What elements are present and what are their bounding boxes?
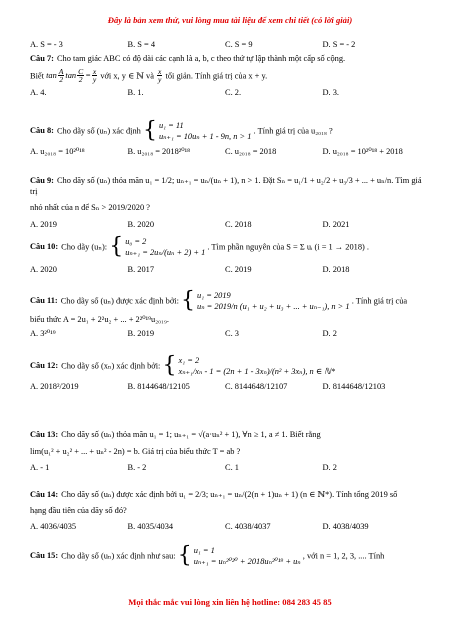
question-text: với x, y ∈ ℕ và <box>100 70 154 80</box>
answer-a: A. 4. <box>30 88 47 98</box>
answer-b: B. 2020 <box>127 219 155 229</box>
question-label: Câu 14: <box>30 490 59 499</box>
recurrence-system: { x₁ = 2 xₙ₊₁/xₙ - 1 = (2n + 1 - 3xₙ)/(n² + 3xₙ), n ∈ ℕ* <box>162 353 336 379</box>
document-page <box>30 0 430 637</box>
question-label: Câu 9: <box>30 176 54 185</box>
system-line: u₁ = 1 <box>193 546 215 555</box>
question-text: . Tính giá trị của u₂₀₁₈ ? <box>253 126 333 136</box>
answer-d: D. 2021 <box>322 219 350 229</box>
answer-b: B. 4035/4034 <box>127 522 174 531</box>
answer-b: B. 2019 <box>127 329 155 339</box>
question-text: tối giản. Tính giá trị của x + y. <box>165 70 268 80</box>
answer-c: C. 4038/4037 <box>225 522 271 531</box>
question-text: lim(u₁² + u₂² + ... + uₙ² - 2n) = b. Giá trị của biểu thức T = ab ? <box>30 446 241 456</box>
recurrence-system: { u₁ = 11 uₙ₊₁ = 10uₙ + 1 - 9n, n > 1 <box>142 118 252 144</box>
question-12 <box>30 355 430 392</box>
answer-b: B. - 2 <box>127 463 147 472</box>
answer-a: A. S = - 3 <box>30 40 63 49</box>
answer-c: C. S = 9 <box>225 40 253 49</box>
system-line: u₁ = 11 <box>158 121 184 130</box>
answer-b: B. u₂₀₁₈ = 2018²⁰¹⁸ <box>127 146 191 156</box>
answer-c: C. 3 <box>225 329 239 339</box>
system-line: u₀ = 2 <box>125 237 147 246</box>
answer-b: B. S = 4 <box>127 40 156 49</box>
question-14 <box>30 490 430 533</box>
question-text: Cho dãy số (uₙ) xác định <box>56 126 141 136</box>
question-text: Cho tam giác ABC có độ dài các cạnh là a, b, c theo thứ tự lập thành một cấp số cộng. <box>56 54 346 63</box>
answer-c: C. 2. <box>225 88 242 98</box>
question-15 <box>30 545 430 568</box>
question-text: Cho dãy số (uₙ) được xác định bởi: <box>60 296 179 306</box>
question-8 <box>30 120 430 157</box>
answer-a: A. 2018²/2019 <box>30 381 79 391</box>
question-11 <box>30 290 430 340</box>
question-text: Cho dãy số (uₙ) thỏa mãn u₁ = 1; uₙ₊₁ = √(a·uₙ² + 1), ∀n ≥ 1, a ≠ 1. Biết rằng <box>61 430 321 439</box>
question-text: . Tính giá trị của <box>351 296 408 306</box>
fraction: $\frac{x}{y}$ <box>158 66 162 85</box>
q6-answers <box>30 40 430 51</box>
question-text: Cho dãy số (uₙ) xác định như sau: <box>61 551 176 561</box>
answer-d: D. 4038/4039 <box>322 522 369 531</box>
answer-d: D. S = - 2 <box>322 40 356 49</box>
question-label: Câu 15: <box>30 551 59 561</box>
recurrence-system: { u₀ = 2 uₙ₊₁ = 2uₙ/(uₙ + 2) + 1 <box>109 234 206 260</box>
recurrence-system: { u₁ = 1 uₙ₊₁ = uₙ²⁰²⁰ + 2018uₙ²⁰¹⁹ + uₙ <box>177 543 301 569</box>
preview-banner: Đây là bản xem thử, vui lòng mua tài liệu để xem chi tiết (có lời giải) <box>107 15 353 25</box>
question-text: biểu thức A = 2u₁ + 2²u₂ + ... + 2²⁰¹⁹u₂₀₁₉. <box>30 314 169 324</box>
answer-a: A. - 1 <box>30 463 50 472</box>
answer-c: C. 8144648/12107 <box>225 381 288 391</box>
answer-a: A. 4036/4035 <box>30 522 77 531</box>
answer-b: B. 8144648/12105 <box>127 381 190 391</box>
question-label: Câu 8: <box>30 126 54 136</box>
question-text: nhỏ nhất của n để Sₙ > 2019/2020 ? <box>30 203 150 212</box>
answer-a: A. 3²⁰¹⁹ <box>30 329 56 339</box>
question-text: Biết <box>30 70 44 80</box>
answer-d: D. 2 <box>322 463 337 472</box>
recurrence-system: { u₁ = 2019 uₙ = 2019/n (u₁ + u₂ + u₃ + ... + uₙ₋₁), n > 1 <box>181 288 350 314</box>
answer-d: D. u₂₀₁₈ = 10²⁰¹⁸ + 2018 <box>322 146 403 156</box>
formula: tan $\frac{A}{2}$ tan $\frac{C}{2}$ = $\frac{x}{y}$ <box>46 66 97 85</box>
system-line: uₙ₊₁ = 10uₙ + 1 - 9n, n > 1 <box>158 132 252 142</box>
question-10 <box>30 236 430 275</box>
question-text: hạng đầu tiên của dãy số đó? <box>30 505 127 515</box>
question-label: Câu 7: <box>30 54 54 63</box>
question-label: Câu 13: <box>30 430 59 439</box>
answer-c: C. 2019 <box>225 264 252 274</box>
answer-d: D. 3. <box>322 88 340 98</box>
system-line: uₙ₊₁ = 2uₙ/(uₙ + 2) + 1 <box>125 248 206 258</box>
answer-a: A. u₂₀₁₈ = 10²⁰¹⁸ <box>30 146 85 156</box>
question-text: Cho dãy số (uₙ) được xác định bởi u₁ = 2/3; uₙ₊₁ = uₙ/(2(n + 1)uₙ + 1) (n ∈ ℕ*). Tính tổng 2019 số <box>61 490 398 499</box>
system-line: uₙ₊₁ = uₙ²⁰²⁰ + 2018uₙ²⁰¹⁹ + uₙ <box>193 557 301 567</box>
system-line: u₁ = 2019 <box>197 291 231 300</box>
answer-d: D. 2 <box>322 329 337 339</box>
system-line: xₙ₊₁/xₙ - 1 = (2n + 1 - 3xₙ)/(n² + 3xₙ), n ∈ ℕ* <box>178 367 336 377</box>
question-text: Cho dãy số (xₙ) xác định bởi: <box>61 361 161 371</box>
question-text: . Tìm phần nguyên của S = Σ uᵢ (i = 1 → 2018) . <box>207 242 369 252</box>
question-7 <box>30 54 430 99</box>
answer-b: B. 2017 <box>127 264 155 274</box>
hotline-banner: Mọi thắc mắc vui lòng xin liên hệ hotline: 084 283 45 85 <box>128 597 332 607</box>
question-label: Câu 11: <box>30 296 58 306</box>
question-13 <box>30 430 430 474</box>
answer-c: C. u₂₀₁₈ = 2018 <box>225 146 277 156</box>
system-line: x₁ = 2 <box>178 356 200 365</box>
answer-d: D. 2018 <box>322 264 350 274</box>
answer-c: C. 2018 <box>225 219 252 229</box>
question-label: Câu 12: <box>30 361 59 371</box>
answer-c: C. 1 <box>225 463 239 472</box>
question-text: Cho dãy số (uₙ) thỏa mãn u₁ = 1/2; uₙ₊₁ = uₙ/(uₙ + 1), n > 1. Đặt Sₙ = u₁/1 + u₂/2 + u₃/3 + ... + uₙ/n. Tìm giá trị <box>30 176 422 196</box>
answer-b: B. 1. <box>127 88 144 98</box>
answer-a: A. 2019 <box>30 219 57 229</box>
question-label: Câu 10: <box>30 242 59 252</box>
question-9 <box>30 176 430 230</box>
question-text: , với n = 1, 2, 3, .... Tính <box>302 551 385 561</box>
answer-d: D. 8144648/12103 <box>322 381 386 391</box>
question-text: Cho dãy (uₙ): <box>61 242 108 252</box>
system-line: uₙ = 2019/n (u₁ + u₂ + u₃ + ... + uₙ₋₁), n > 1 <box>197 302 350 312</box>
answer-a: A. 2020 <box>30 264 57 274</box>
